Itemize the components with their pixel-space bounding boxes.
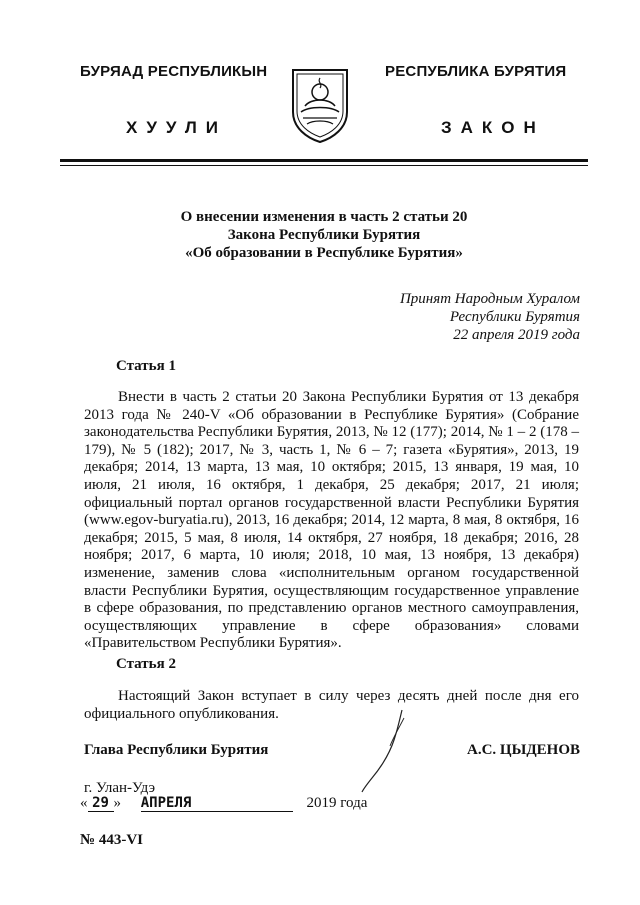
- law-title-line: Закона Республики Бурятия: [227, 227, 421, 243]
- date-open-quote: «: [80, 795, 88, 811]
- law-title: [60, 208, 588, 262]
- handwritten-signature: [360, 706, 420, 796]
- adoption-date: 22 апреля 2019 года: [453, 327, 580, 343]
- article-2-heading: Статья 2: [116, 656, 176, 672]
- adoption-line: Принят Народным Хуралом: [399, 291, 580, 307]
- header-rule-thick: [60, 159, 588, 162]
- coat-of-arms-emblem: [287, 66, 353, 144]
- article-2-text: Настоящий Закон вступает в силу через десять дней после дня его официального опубликования.: [84, 688, 579, 722]
- law-number: № 443-VI: [80, 832, 143, 848]
- signatory-position: Глава Республики Бурятия: [84, 742, 269, 758]
- date-close-quote: »: [113, 795, 121, 811]
- header-left-top: БУРЯАД РЕСПУБЛИКЫН: [80, 63, 268, 80]
- signatory-name: А.С. ЦЫДЕНОВ: [467, 742, 580, 758]
- header-left-bottom: ХУУЛИ: [126, 118, 227, 137]
- date-month: АПРЕЛЯ: [141, 795, 293, 812]
- signing-date: [80, 795, 367, 812]
- adoption-note: [400, 290, 580, 344]
- law-title-line: «Об образовании в Республике Бурятия»: [185, 245, 463, 261]
- place-of-signing: г. Улан-Удэ: [84, 780, 156, 796]
- article-1-heading: Статья 1: [116, 358, 176, 374]
- date-year: 2019 года: [306, 795, 368, 811]
- header-right-bottom: ЗАКОН: [441, 118, 545, 137]
- date-day: 29: [88, 795, 114, 812]
- header-right-top: РЕСПУБЛИКА БУРЯТИЯ: [385, 63, 567, 80]
- article-1-text: Внести в часть 2 статьи 20 Закона Республики Бурятия от 13 декабря 2013 года № 240-V «Об образовании в Республике Бурятия» (Собрание законодательства Республики Бурятия, 2013, № 12 (177); 2014, № 1 – 2 (178 – 179), № 5 (182); 2017, № 3, часть 1, № 6 – 7; газета «Бурятия», 2013, 19 декабря; 2014, 13 марта, 13 мая, 10 октября; 2015, 13 января, 19 мая, 10 июля, 21 июля, 16 октября, 1 декабря, 25 декабря; 2017, 21 июля; официальный портал органов государственной власти Республики Бурятия (www.egov-buryatia.ru), 2013, 16 декабря; 2014, 12 марта, 8 мая, 8 октября, 16 декабря; 2015, 5 мая, 8 июля, 14 октября, 27 ноября, 18 декабря; 2016, 28 ноября; 2017, 6 марта, 10 июля; 2018, 10 мая, 13 ноября, 13 декабря) изменение, заменив слова «исполнительным органом государственной власти Республики Бурятия, осуществляющим государственное управление в сфере образования, по представлению органов местного самоуправления, осуществляющих управление в сфере образования» словами «Правительством Республики Бурятия».: [84, 389, 579, 652]
- adoption-line: Республики Бурятия: [449, 309, 580, 325]
- law-title-line: О внесении изменения в часть 2 статьи 20: [180, 209, 468, 225]
- header-rule-thin: [60, 165, 588, 166]
